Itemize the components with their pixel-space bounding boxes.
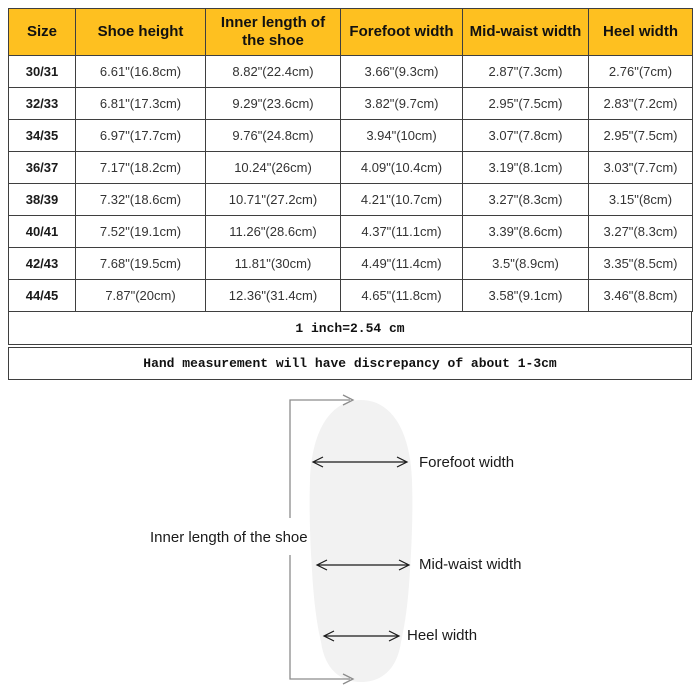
table-cell-size: 38/39: [9, 184, 76, 216]
table-cell: 10.24"(26cm): [206, 152, 341, 184]
table-row: [9, 184, 693, 216]
table-cell: 2.95"(7.5cm): [589, 120, 693, 152]
table-cell: 3.35"(8.5cm): [589, 248, 693, 280]
shoe-size-table: [8, 8, 693, 312]
heel-width-label: Heel width: [407, 627, 478, 644]
table-cell-size: 34/35: [9, 120, 76, 152]
table-cell: 9.76"(24.8cm): [206, 120, 341, 152]
table-cell: 7.32"(18.6cm): [76, 184, 206, 216]
column-header-inner-length: Inner length of the shoe: [206, 9, 341, 56]
forefoot-width-label: Forefoot width: [419, 454, 515, 471]
table-cell: 11.81"(30cm): [206, 248, 341, 280]
table-cell: 3.27"(8.3cm): [589, 216, 693, 248]
table-cell: 7.17"(18.2cm): [76, 152, 206, 184]
table-cell: 2.76"(7cm): [589, 56, 693, 88]
column-header-shoe-height: Shoe height: [76, 9, 206, 56]
column-header-midwaist-width: Mid-waist width: [463, 9, 589, 56]
table-row: [9, 280, 693, 312]
table-cell: 3.15"(8cm): [589, 184, 693, 216]
table-header-row: [9, 9, 693, 56]
table-cell: 3.5"(8.9cm): [463, 248, 589, 280]
table-cell-size: 36/37: [9, 152, 76, 184]
table-cell: 3.07"(7.8cm): [463, 120, 589, 152]
table-cell: 4.37"(11.1cm): [341, 216, 463, 248]
column-header-forefoot-width: Forefoot width: [341, 9, 463, 56]
table-cell: 7.52"(19.1cm): [76, 216, 206, 248]
inner-length-label: Inner length of the shoe: [150, 529, 308, 546]
table-cell: 8.82"(22.4cm): [206, 56, 341, 88]
table-cell: 3.27"(8.3cm): [463, 184, 589, 216]
insole-measurement-diagram: [0, 390, 700, 700]
table-cell: 3.82"(9.7cm): [341, 88, 463, 120]
table-cell: 3.66"(9.3cm): [341, 56, 463, 88]
table-row: [9, 248, 693, 280]
midwaist-width-label: Mid-waist width: [419, 556, 522, 573]
table-cell: 4.49"(11.4cm): [341, 248, 463, 280]
table-cell: 3.46"(8.8cm): [589, 280, 693, 312]
note-hand-measurement: Hand measurement will have discrepancy of about 1-3cm: [8, 347, 692, 380]
table-cell: 6.61"(16.8cm): [76, 56, 206, 88]
table-cell: 2.83"(7.2cm): [589, 88, 693, 120]
column-header-heel-width: Heel width: [589, 9, 693, 56]
table-cell: 2.87"(7.3cm): [463, 56, 589, 88]
table-cell: 4.21"(10.7cm): [341, 184, 463, 216]
table-cell: 4.65"(11.8cm): [341, 280, 463, 312]
table-cell: 4.09"(10.4cm): [341, 152, 463, 184]
table-cell: 7.87"(20cm): [76, 280, 206, 312]
table-cell: 12.36"(31.4cm): [206, 280, 341, 312]
table-cell-size: 44/45: [9, 280, 76, 312]
table-row: [9, 152, 693, 184]
insole-shape: [310, 400, 413, 682]
table-cell: 3.19"(8.1cm): [463, 152, 589, 184]
column-header-size: Size: [9, 9, 76, 56]
table-cell: 11.26"(28.6cm): [206, 216, 341, 248]
table-cell-size: 42/43: [9, 248, 76, 280]
table-cell: 2.95"(7.5cm): [463, 88, 589, 120]
table-row: [9, 120, 693, 152]
table-cell: 3.94"(10cm): [341, 120, 463, 152]
table-cell: 9.29"(23.6cm): [206, 88, 341, 120]
table-row: [9, 56, 693, 88]
table-cell: 6.97"(17.7cm): [76, 120, 206, 152]
table-row: [9, 88, 693, 120]
table-row: [9, 216, 693, 248]
table-cell: 3.39"(8.6cm): [463, 216, 589, 248]
table-cell-size: 30/31: [9, 56, 76, 88]
table-cell: 6.81"(17.3cm): [76, 88, 206, 120]
table-cell: 10.71"(27.2cm): [206, 184, 341, 216]
table-cell-size: 40/41: [9, 216, 76, 248]
table-cell: 3.58"(9.1cm): [463, 280, 589, 312]
table-cell: 7.68"(19.5cm): [76, 248, 206, 280]
table-cell-size: 32/33: [9, 88, 76, 120]
note-inch-conversion: 1 inch=2.54 cm: [8, 311, 692, 345]
table-cell: 3.03"(7.7cm): [589, 152, 693, 184]
